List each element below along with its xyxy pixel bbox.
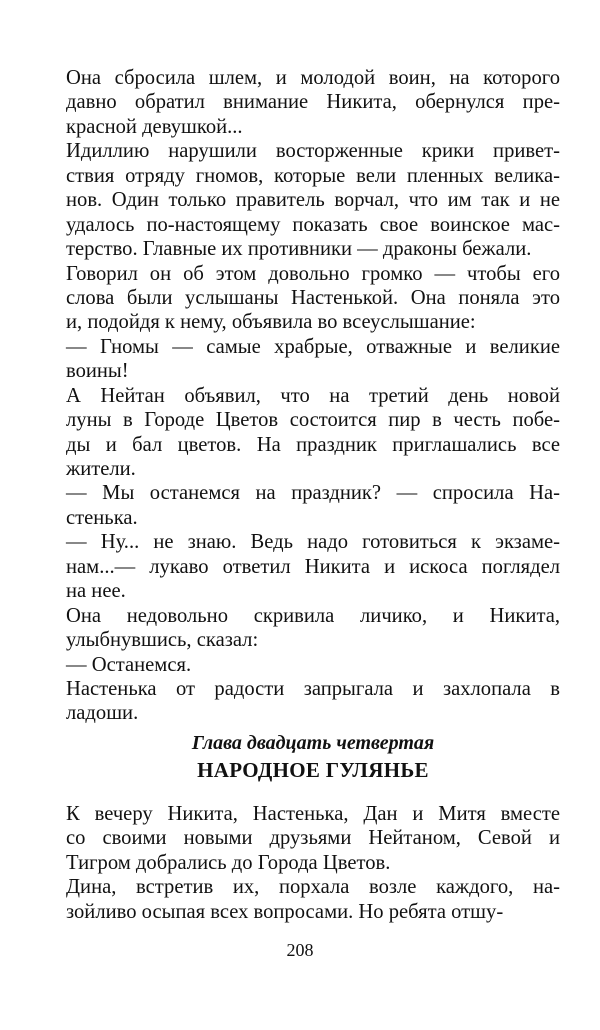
text-line: воины!: [66, 360, 129, 383]
text-line: ствия отряду гномов, которые вели пленных велика-: [66, 164, 560, 187]
body-text-top: [66, 66, 560, 726]
text-line: терство. Главные их противники — драконы бежали.: [66, 238, 532, 261]
body-text-bottom: [66, 802, 560, 924]
text-line: — Останемся.: [66, 653, 192, 676]
text-line: — Мы останемся на праздник? — спросила На-: [66, 482, 560, 505]
chapter-heading: [66, 730, 560, 784]
text-line: нов. Один только правитель ворчал, что им так и не: [66, 189, 560, 212]
chapter-title: Глава двадцать четвертая: [191, 732, 435, 754]
chapter-name: НАРОДНОЕ ГУЛЯНЬЕ: [197, 758, 429, 782]
text-line: и, подойдя к нему, объявила во всеуслышание:: [66, 311, 476, 334]
text-line: Настенька от радости запрыгала и захлопала в: [66, 677, 560, 700]
paragraph: [66, 139, 560, 261]
text-line: Тигром добрались до Города Цветов.: [66, 851, 391, 874]
text-line: Говорил он об этом довольно громко — чтобы его: [66, 262, 560, 285]
text-line: зойливо осыпая всех вопросами. Но ребята отшу-: [66, 900, 504, 923]
text-line: ды и бал цветов. На праздник приглашались все: [66, 433, 560, 456]
paragraph: [66, 604, 560, 653]
text-line: слова были услышаны Настенькой. Она поняла это: [66, 286, 560, 309]
text-line: ладоши.: [66, 702, 139, 725]
paragraph: [66, 262, 560, 335]
text-line: на нее.: [66, 580, 126, 603]
paragraph: [66, 875, 560, 924]
text-line: К вечеру Никита, Настенька, Дан и Митя вместе: [66, 803, 560, 825]
paragraph: [66, 677, 560, 726]
paragraph: [66, 384, 560, 482]
paragraph: [66, 653, 560, 677]
text-line: — Ну... не знаю. Ведь надо готовиться к экзаме-: [66, 531, 560, 554]
paragraph: [66, 802, 560, 875]
text-line: улыбнувшись, сказал:: [66, 629, 259, 652]
text-line: жители.: [66, 458, 136, 480]
text-line: луны в Городе Цветов состоится пир в честь побе-: [66, 409, 560, 432]
text-line: нам...— лукаво ответил Никита и искоса поглядел: [66, 555, 560, 578]
text-line: красной девушкой...: [66, 115, 243, 138]
text-line: стенька.: [66, 506, 138, 529]
text-line: со своими новыми друзьями Нейтаном, Севой и: [66, 827, 560, 850]
paragraph: [66, 530, 560, 603]
text-line: А Нейтан объявил, что на третий день новой: [66, 384, 560, 407]
text-line: удалось по-настоящему показать свое воинское мас-: [66, 213, 560, 236]
text-line: Идиллию нарушили восторженные крики привет-: [66, 140, 560, 163]
paragraph: [66, 335, 560, 384]
text-line: Она сбросила шлем, и молодой воин, на которого: [66, 67, 560, 89]
paragraph: [66, 481, 560, 530]
text-line: Дина, встретив их, порхала возле каждого, на-: [66, 876, 560, 899]
paragraph: [66, 66, 560, 139]
text-line: давно обратил внимание Никита, обернулся пре-: [66, 91, 560, 114]
text-line: — Гномы — самые храбрые, отважные и великие: [66, 335, 560, 358]
page-number: 208: [286, 940, 314, 960]
text-line: Она недовольно скривила личико, и Никита,: [66, 604, 560, 627]
